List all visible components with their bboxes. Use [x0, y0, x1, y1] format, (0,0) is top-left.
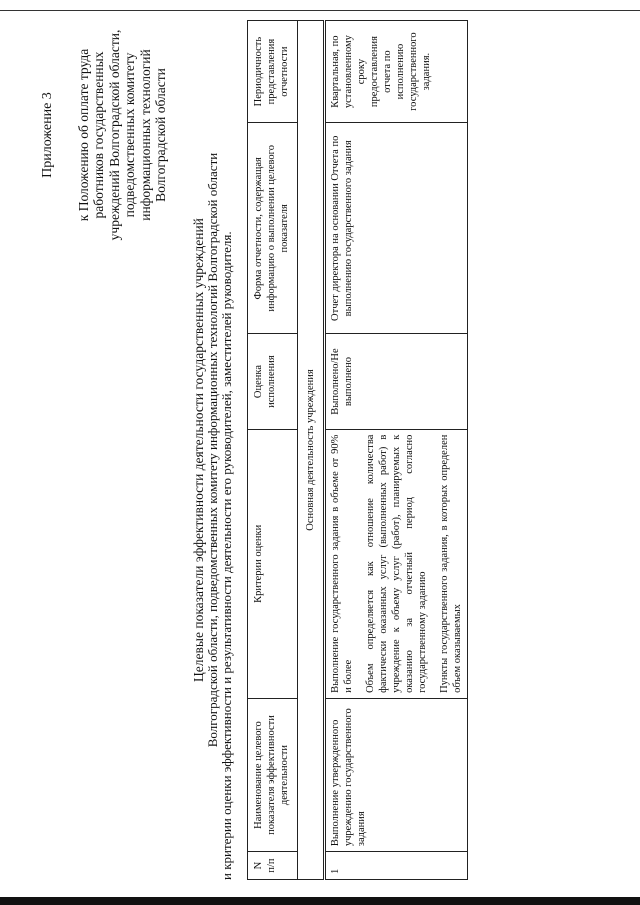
scan-bottom-edge	[0, 897, 640, 905]
criteria-paragraph: Объем определяется как отношение количества фактически оказанных услуг (выполненных работ) в учреждение к объему услуг (работ), планируемых к оказанию за отчетный период согласно государственному заданию	[365, 434, 428, 693]
indicators-table	[247, 20, 468, 880]
table-header-row	[248, 21, 298, 880]
header-criteria: Критерии оценки	[248, 429, 298, 698]
document-title	[192, 20, 234, 880]
row-criteria	[325, 429, 468, 698]
appendix-line: Волгоградской области	[153, 68, 168, 202]
row-indicator: Выполнение утвержденного учреждению государственного задания	[325, 698, 468, 851]
row-num: 1	[325, 852, 468, 880]
row-assessment: Выполнено/Не выполнено	[325, 334, 468, 429]
header-report-form: Форма отчетности, содержащая информацию о выполнении целевого показателя	[248, 123, 298, 334]
appendix-block	[40, 20, 169, 250]
section-title: Основная деятельность учреждения	[298, 21, 325, 880]
appendix-number: Приложение 3	[40, 92, 55, 178]
scan-top-edge	[0, 0, 640, 11]
document-page	[20, 20, 620, 880]
appendix-line: к Положению об оплате труда	[75, 48, 91, 222]
title-line-3: и критерии оценки эффективности и результативности деятельности его руководителей, заместителей руководителя.	[219, 231, 234, 880]
row-report-form: Отчет директора на основании Отчета по выполнению государственного задания	[325, 123, 468, 334]
row-periodicity: Квартальная, по установленному сроку предоставления отчета по исполнению государственного задания.	[325, 21, 468, 123]
appendix-line: учреждений Волгоградской области,	[106, 29, 122, 241]
header-periodicity: Периодичность представления отчетности	[248, 21, 298, 123]
table-row	[325, 21, 468, 880]
header-num: N п/п	[248, 852, 298, 880]
title-line-1: Целевые показатели эффективности деятельности государственных учреждений	[191, 218, 206, 682]
title-line-2: Волгоградской области, подведомственных комитету информационных технологий Волгоградской области	[205, 152, 220, 748]
section-row	[298, 21, 325, 880]
criteria-paragraph: Пункты государственного задания, в которых определен объем оказываемых	[439, 434, 463, 693]
appendix-line: работников государственных	[91, 51, 106, 219]
appendix-line: подведомственных комитету	[122, 52, 137, 218]
appendix-line: информационных технологий	[137, 49, 153, 221]
header-assessment: Оценка исполнения	[248, 334, 298, 429]
header-indicator: Наименование целевого показателя эффективности деятельности	[248, 698, 298, 851]
criteria-paragraph: Выполнение государственного задания в объеме от 90% и более	[330, 434, 354, 693]
